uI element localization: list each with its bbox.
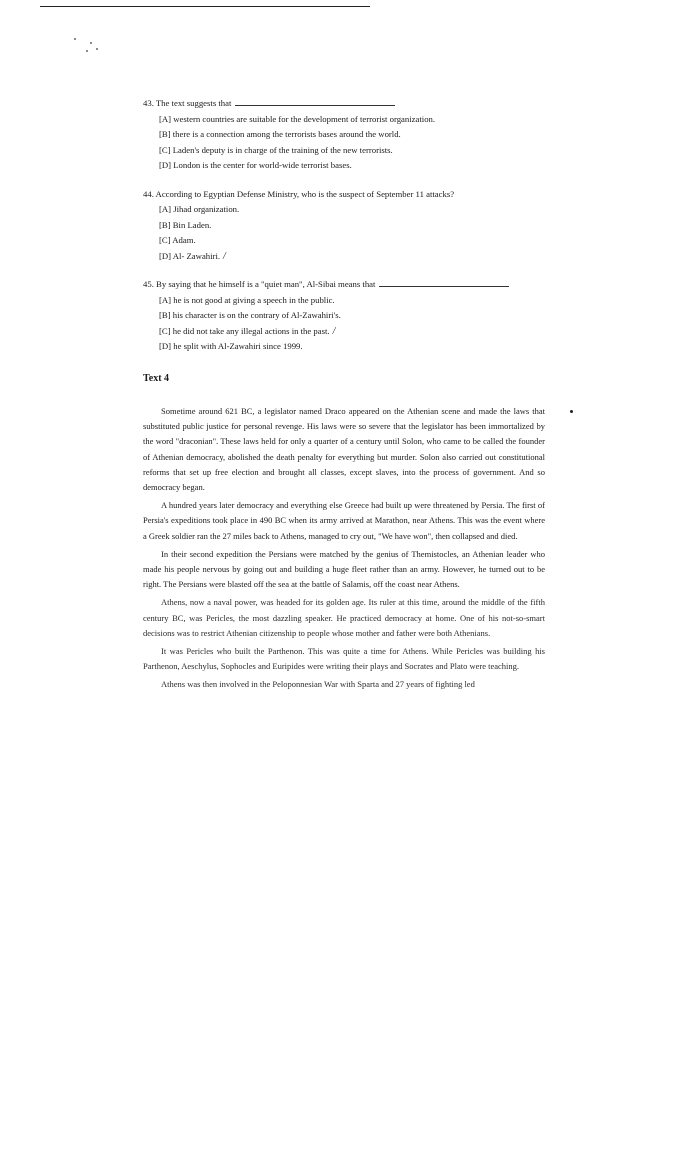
paragraph: Sometime around 621 BC, a legislator named Draco appeared on the Athenian scene and made the laws that substituted public justice for personal revenge. His laws were so severe that the legislator has been immortalized by the word "draconian". These laws held for only a quarter of a century until Solon, who came to be called the founder of Athenian democracy, abolished the death penalty for everything but murder. Solon also carried out constitutional reforms that set up free election and brought all classes, except slaves, into the process of government. And so democracy began. xyxy=(143,406,545,493)
handwritten-tick-mark: / xyxy=(223,250,226,262)
option-b: [B] there is a connection among the terrorists bases around the world. xyxy=(159,129,401,139)
paragraph: Athens, now a naval power, was headed for its golden age. Its ruler at this time, around the middle of the fifth century BC, was Pericles, the most dazzling speaker. He practiced democracy at home. One of his not-so-smart decisions was to restrict Athenian citizenship to people whose mother and father were both Athenians. xyxy=(143,597,545,638)
option-a: [A] he is not good at giving a speech in the public. xyxy=(159,294,335,305)
answer-blank xyxy=(235,98,395,106)
paragraph: In their second expedition the Persians were matched by the genius of Themistocles, an Athenian leader who made his people nervous by going out and building a huge fleet rather than an army. However, he turned out to be right. The Persians were blasted off the sea at the battle of Salamis, off the coast near Athens. xyxy=(143,548,545,590)
top-rule xyxy=(40,6,370,7)
option-c: [C] Adam. xyxy=(159,235,196,245)
question-stem: 45. By saying that he himself is a "quiet man", Al-Sibai means that xyxy=(143,279,376,289)
option-d: [D] he split with Al-Zawahiri since 1999. xyxy=(159,341,303,351)
option-b: [B] Bin Laden. xyxy=(159,219,212,230)
option-a: [A] western countries are suitable for the development of terrorist organization. xyxy=(159,113,436,124)
question-44 xyxy=(143,187,545,265)
option-a: [A] Jihad organization. xyxy=(159,204,240,214)
question-stem: 43. The text suggests that xyxy=(143,98,232,108)
document-page xyxy=(143,96,545,693)
paragraph: Athens was then involved in the Peloponnesian War with Sparta and 27 years of fighting led xyxy=(161,679,475,690)
option-d: [D] Al- Zawahiri. / xyxy=(159,250,226,262)
option-d: [D] London is the center for world-wide terrorist bases. xyxy=(159,160,352,170)
handwritten-tick-mark: / xyxy=(332,325,336,337)
paragraph: A hundred years later democracy and everything else Greece had built up were threatened by Persia. The first of Persia's expeditions took place in 490 BC when its army arrived at Marathon, near Athens. This was the event where a Greek soldier ran the 27 miles back to Athens, managed to cry out, "We have won", then collapsed and died. xyxy=(143,500,545,541)
option-b: [B] his character is on the contrary of Al-Zawahiri's. xyxy=(159,310,341,320)
question-43 xyxy=(143,96,545,174)
section-title: Text 4 xyxy=(143,372,170,384)
scan-specks xyxy=(72,36,112,56)
margin-mark xyxy=(570,410,573,413)
question-stem: 44. According to Egyptian Defense Ministry, who is the suspect of September 11 attacks? xyxy=(143,188,455,199)
option-c: [C] Laden's deputy is in charge of the training of the new terrorists. xyxy=(159,144,393,155)
option-c: [C] he did not take any illegal actions in the past. / xyxy=(159,325,336,337)
answer-blank xyxy=(379,279,509,287)
question-45 xyxy=(143,277,545,355)
article-text xyxy=(143,404,545,693)
paragraph: It was Pericles who built the Parthenon. This was quite a time for Athens. While Pericles was building his Parthenon, Aeschylus, Sophocles and Euripides were writing their plays and Socrates and Plato were teaching. xyxy=(143,646,545,672)
